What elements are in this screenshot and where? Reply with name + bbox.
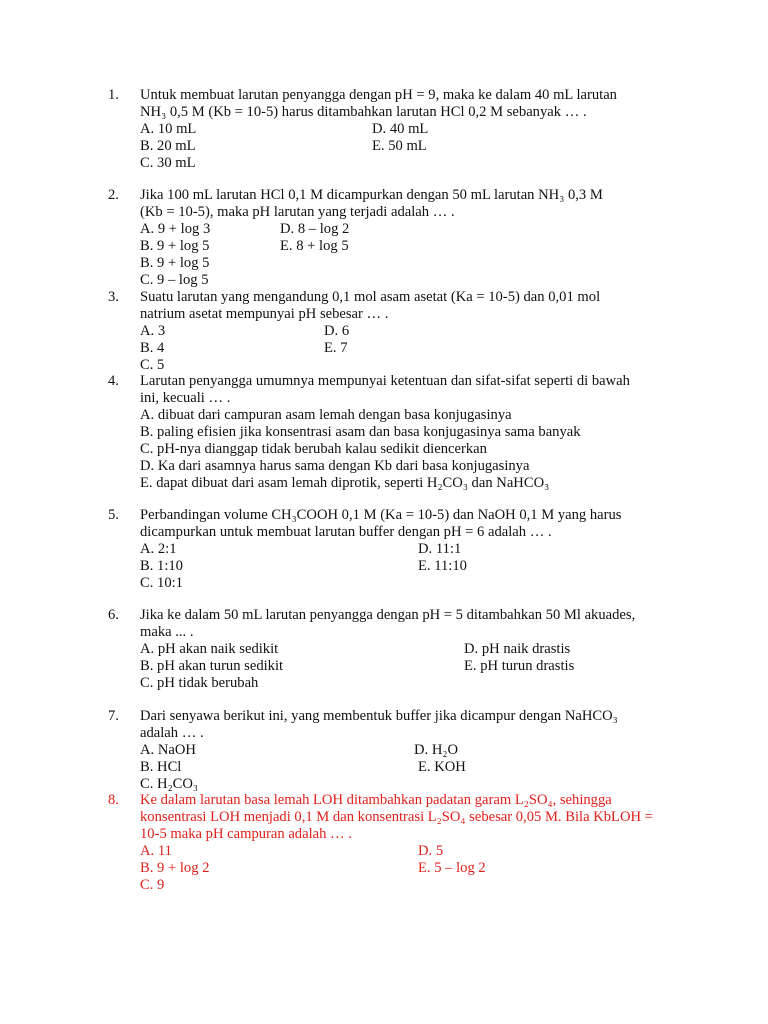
option-e[interactable]: E. dapat dibuat dari asam lemah diprotik, seperti H₂CO₃ dan NaHCO₃ [140, 475, 550, 491]
option-e[interactable]: E. KOH [418, 759, 466, 775]
option-a[interactable]: A. 11 [140, 843, 172, 859]
option-e[interactable]: E. 5 – log 2 [418, 860, 486, 876]
option-a[interactable]: A. 9 + log 3 [140, 221, 211, 237]
option-a[interactable]: A. dibuat dari campuran asam lemah dengan basa konjugasinya [140, 407, 512, 423]
question-stem-line: ini, kecuali … . [140, 390, 231, 406]
option-b[interactable]: B. 1:10 [140, 558, 183, 574]
option-d[interactable]: D. H₂O [414, 742, 459, 758]
option-d[interactable]: D. Ka dari asamnya harus sama dengan Kb dari basa konjugasinya [140, 458, 530, 474]
option-e[interactable]: E. 8 + log 5 [280, 238, 349, 254]
option-b-duplicate[interactable]: B. 9 + log 5 [140, 255, 210, 271]
question-stem-line: NH₃ 0,5 M (Kb = 10-5) harus ditambahkan larutan HCl 0,2 M sebanyak … . [140, 104, 587, 120]
option-c[interactable]: C. 30 mL [140, 155, 196, 171]
option-b[interactable]: B. pH akan turun sedikit [140, 658, 284, 674]
question-stem-line: Jika 100 mL larutan HCl 0,1 M dicampurkan dengan 50 mL larutan NH₃ 0,3 M [140, 187, 603, 203]
option-a[interactable]: A. 3 [140, 323, 166, 339]
question-stem-line: (Kb = 10-5), maka pH larutan yang terjadi adalah … . [140, 204, 455, 220]
question-6 [108, 607, 688, 692]
question-number: 7. [108, 708, 119, 724]
question-2 [108, 187, 688, 289]
question-stem-line: maka ... . [140, 624, 194, 640]
question-number: 2. [108, 187, 119, 203]
question-stem-line: dicampurkan untuk membuat larutan buffer dengan pH = 6 adalah … . [140, 524, 552, 540]
option-b[interactable]: B. HCl [140, 759, 182, 775]
question-number: 6. [108, 607, 119, 623]
option-c[interactable]: C. pH-nya dianggap tidak berubah kalau sedikit diencerkan [140, 441, 487, 457]
option-b[interactable]: B. 9 + log 2 [140, 860, 210, 876]
question-1 [108, 87, 688, 172]
question-stem-line: Suatu larutan yang mengandung 0,1 mol asam asetat (Ka = 10-5) dan 0,01 mol [140, 289, 601, 305]
question-stem-line: Jika ke dalam 50 mL larutan penyangga dengan pH = 5 ditambahkan 50 Ml akuades, [140, 607, 636, 623]
option-c[interactable]: C. pH tidak berubah [140, 675, 259, 691]
option-d[interactable]: D. 40 mL [372, 121, 429, 137]
question-stem-line: 10-5 maka pH campuran adalah … . [140, 826, 352, 842]
option-a[interactable]: A. 2:1 [140, 541, 177, 557]
option-e[interactable]: E. 50 mL [372, 138, 427, 154]
option-d[interactable]: D. 6 [324, 323, 350, 339]
option-e[interactable]: E. 7 [324, 340, 348, 356]
option-a[interactable]: A. 10 mL [140, 121, 197, 137]
option-b[interactable]: B. paling efisien jika konsentrasi asam dan basa konjugasinya sama banyak [140, 424, 581, 440]
option-c[interactable]: C. 10:1 [140, 575, 183, 591]
question-number: 1. [108, 87, 119, 103]
question-8 [108, 792, 688, 894]
question-stem-line: Perbandingan volume CH₃COOH 0,1 M (Ka = 10-5) dan NaOH 0,1 M yang harus [140, 507, 622, 523]
question-4 [108, 373, 688, 492]
option-e[interactable]: E. 11:10 [418, 558, 467, 574]
question-stem-line: adalah … . [140, 725, 204, 741]
question-stem-line: konsentrasi LOH menjadi 0,1 M dan konsentrasi L₂SO₄ sebesar 0,05 M. Bila KbLOH = [140, 809, 653, 825]
question-stem-line: natrium asetat mempunyai pH sebesar … . [140, 306, 389, 322]
option-a[interactable]: A. pH akan naik sedikit [140, 641, 279, 657]
option-d[interactable]: D. pH naik drastis [464, 641, 571, 657]
option-e[interactable]: E. pH turun drastis [464, 658, 575, 674]
question-5 [108, 507, 688, 592]
option-a[interactable]: A. NaOH [140, 742, 196, 758]
question-number: 3. [108, 289, 119, 305]
question-stem-line: Untuk membuat larutan penyangga dengan pH = 9, maka ke dalam 40 mL larutan [140, 87, 617, 103]
question-number: 4. [108, 373, 119, 389]
option-c[interactable]: C. H₂CO₃ [140, 776, 199, 792]
option-d[interactable]: D. 11:1 [418, 541, 462, 557]
question-7 [108, 708, 688, 793]
option-b[interactable]: B. 4 [140, 340, 165, 356]
option-d[interactable]: D. 8 – log 2 [280, 221, 350, 237]
option-c[interactable]: C. 9 – log 5 [140, 272, 209, 288]
option-b[interactable]: B. 9 + log 5 [140, 238, 210, 254]
question-number: 5. [108, 507, 119, 523]
question-3 [108, 289, 688, 374]
question-stem-line: Larutan penyangga umumnya mempunyai ketentuan dan sifat-sifat seperti di bawah [140, 373, 630, 389]
question-number: 8. [108, 792, 119, 808]
option-b[interactable]: B. 20 mL [140, 138, 196, 154]
option-c[interactable]: C. 5 [140, 357, 165, 373]
question-stem-line: Dari senyawa berikut ini, yang membentuk buffer jika dicampur dengan NaHCO₃ [140, 708, 618, 724]
option-d[interactable]: D. 5 [418, 843, 444, 859]
question-stem-line: Ke dalam larutan basa lemah LOH ditambahkan padatan garam L₂SO₄, sehingga [140, 792, 612, 808]
option-c[interactable]: C. 9 [140, 877, 165, 893]
